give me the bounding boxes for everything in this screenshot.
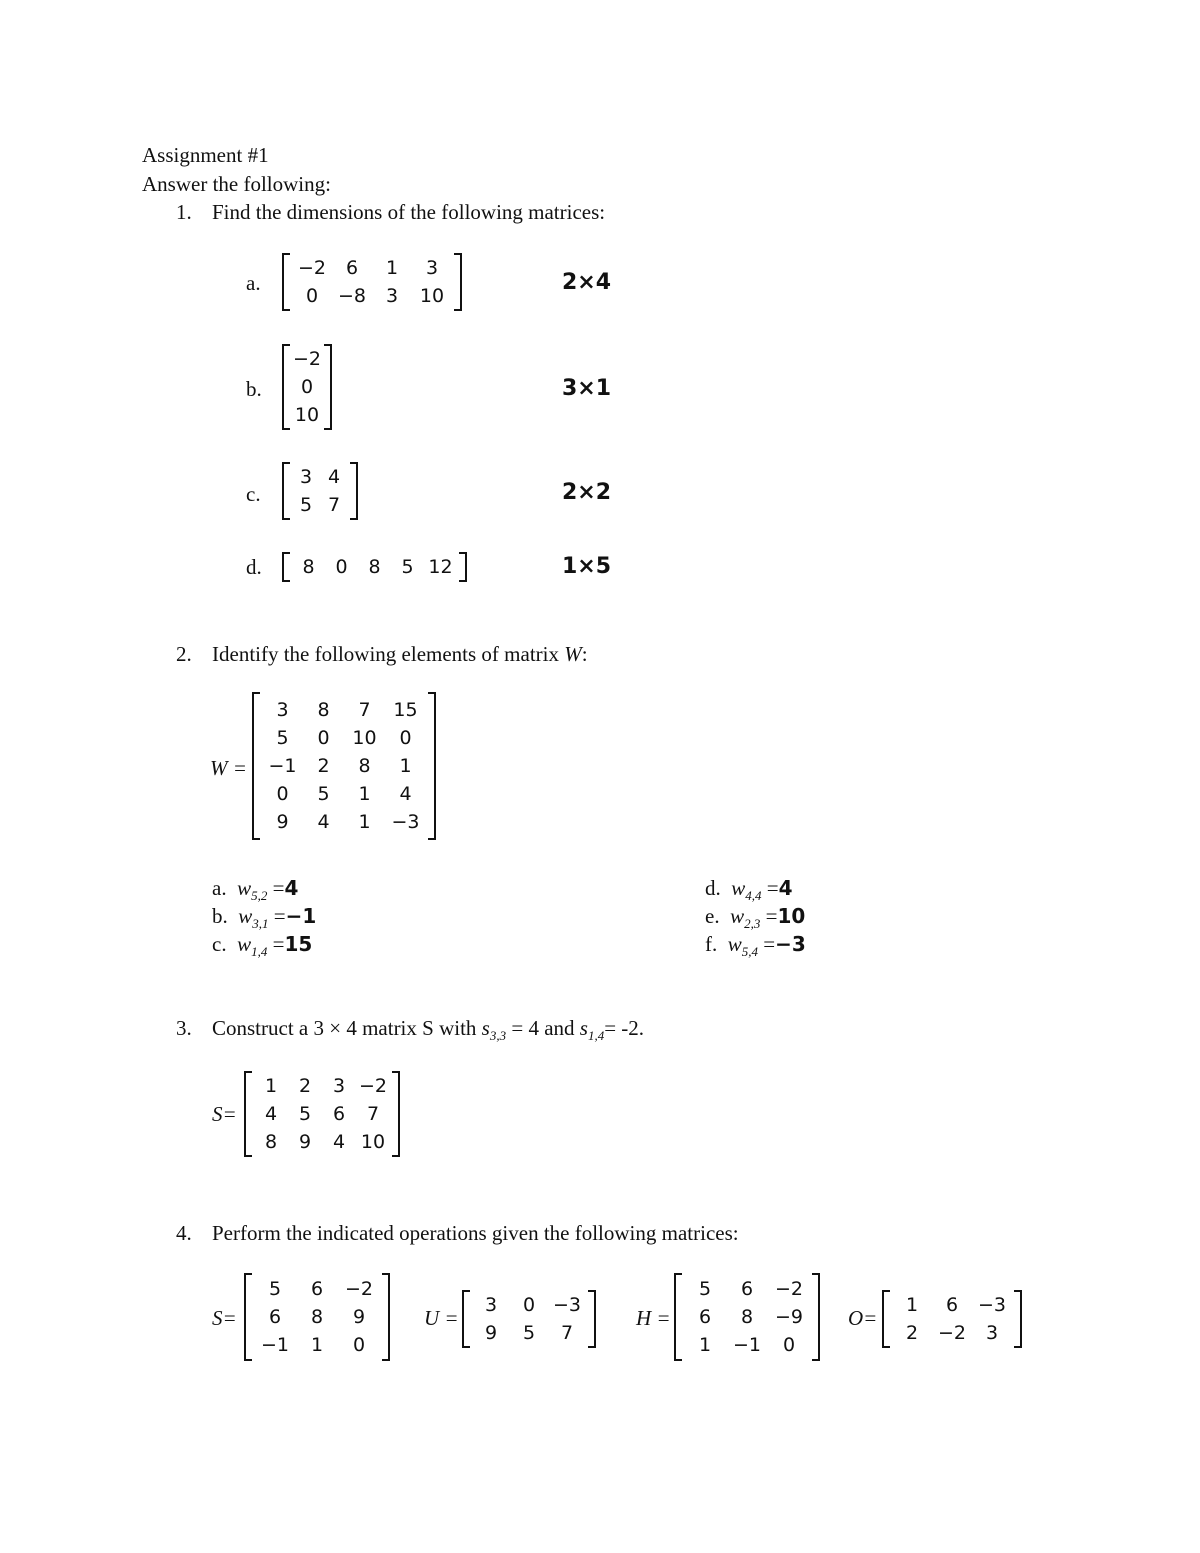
matrix-body (890, 1290, 1014, 1348)
matrix-cell: 6 (268, 1306, 282, 1328)
q3-number: 3. (176, 1016, 192, 1040)
matrix-cell: 10 (352, 727, 377, 749)
matrix-cell: 10 (360, 1131, 386, 1153)
matrix-cell: 4 (332, 1131, 346, 1153)
right-bracket (382, 1273, 390, 1361)
matrix-cell: 15 (393, 699, 418, 721)
matrix-cell: 5 (268, 1278, 282, 1300)
matrix-row (292, 282, 452, 310)
matrix-cell: 0 (305, 285, 319, 307)
matrix-cell: 2 (298, 1075, 312, 1097)
matrix-cell: 5 (317, 783, 330, 805)
matrix-row (262, 696, 426, 724)
matrix-cell: −3 (977, 1294, 1006, 1316)
matrix-row (684, 1331, 810, 1359)
q4-matrix-s (244, 1273, 390, 1361)
matrix-cell: 8 (317, 699, 330, 721)
matrix-row (262, 724, 426, 752)
matrix-cell: −3 (391, 811, 420, 833)
matrix-cell: 5 (298, 1103, 312, 1125)
q4-matrix-u (462, 1290, 596, 1348)
matrix-cell: 5 (522, 1322, 536, 1344)
left-bracket (674, 1273, 682, 1361)
q4-matrix-h-label: H = (636, 1306, 671, 1330)
matrix-cell: 6 (332, 1103, 346, 1125)
matrix-cell: 1 (310, 1334, 324, 1356)
matrix-cell: 7 (366, 1103, 380, 1125)
matrix-cell: 9 (276, 811, 289, 833)
left-bracket (282, 344, 290, 430)
matrix-cell: 10 (294, 404, 320, 426)
q2-matrix-name: W (564, 642, 582, 666)
q1b-answer: 3×1 (562, 376, 612, 401)
left-bracket (244, 1273, 252, 1361)
left-bracket (244, 1071, 252, 1157)
q1c-matrix (282, 462, 358, 520)
matrix-cell: 0 (352, 1334, 366, 1356)
q1d-label: d. (246, 555, 262, 579)
matrix-cell: 9 (298, 1131, 312, 1153)
matrix-cell: 8 (302, 556, 315, 578)
q2-answer-b: b. $w_{3,1} =-1$ (212, 904, 317, 932)
matrix-cell: 0 (522, 1294, 536, 1316)
matrix-cell: 7 (560, 1322, 574, 1344)
right-bracket (428, 692, 436, 840)
matrix-cell: 6 (345, 257, 359, 279)
right-bracket (324, 344, 332, 430)
right-bracket (350, 462, 358, 520)
matrix-cell: 0 (335, 556, 348, 578)
instruction-text: Answer the following: (142, 172, 331, 196)
q4-number: 4. (176, 1221, 192, 1245)
matrix-row (292, 254, 452, 282)
q4-matrix-u-label: U = (424, 1306, 459, 1330)
left-bracket (882, 1290, 890, 1348)
q2-text-end: : (581, 642, 588, 666)
matrix-body (290, 344, 324, 430)
q2-answer-a: a. $w_{5,2} =4$ (212, 876, 299, 904)
matrix-cell: 4 (317, 811, 330, 833)
matrix-cell: 7 (358, 699, 371, 721)
matrix-cell: 3 (385, 285, 399, 307)
matrix-cell: −8 (337, 285, 366, 307)
matrix-cell: 1 (358, 783, 371, 805)
matrix-row (254, 1331, 380, 1359)
matrix-cell: 12 (428, 556, 453, 578)
matrix-cell: −1 (268, 755, 297, 777)
left-bracket (462, 1290, 470, 1348)
matrix-row (254, 1100, 390, 1128)
q2-answer-e: e. $w_{2,3} =10$ (705, 904, 806, 932)
q4-text: Perform the indicated operations given the following matrices: (212, 1221, 739, 1245)
matrix-cell: 7 (327, 494, 341, 516)
matrix-row (292, 553, 457, 581)
matrix-row (292, 345, 322, 373)
matrix-cell: 6 (310, 1278, 324, 1300)
matrix-body (290, 462, 350, 520)
matrix-cell: 8 (368, 556, 381, 578)
matrix-cell: 8 (740, 1306, 754, 1328)
matrix-row (254, 1072, 390, 1100)
matrix-cell: 9 (484, 1322, 498, 1344)
q1a-answer: 2×4 (562, 270, 612, 295)
matrix-row (472, 1291, 586, 1319)
right-bracket (588, 1290, 596, 1348)
matrix-cell: −2 (358, 1075, 387, 1097)
q4-matrix-s-label: S= (212, 1306, 237, 1330)
right-bracket (1014, 1290, 1022, 1348)
matrix-cell: −2 (774, 1278, 803, 1300)
q3-matrix-s (244, 1071, 400, 1157)
matrix-cell: 3 (332, 1075, 346, 1097)
matrix-cell: 0 (317, 727, 330, 749)
q1-text: Find the dimensions of the following matrices: (212, 200, 606, 224)
matrix-cell: 4 (327, 466, 341, 488)
matrix-body (682, 1273, 812, 1361)
assignment-title: Assignment #1 (142, 143, 269, 167)
matrix-row (262, 808, 426, 836)
matrix-cell: 0 (399, 727, 412, 749)
matrix-row (292, 373, 322, 401)
matrix-cell: −2 (937, 1322, 966, 1344)
matrix-cell: 1 (385, 257, 399, 279)
matrix-body (290, 253, 454, 311)
q1b-matrix (282, 344, 332, 430)
matrix-cell: 5 (401, 556, 414, 578)
q3-matrix-label: S= (212, 1102, 237, 1126)
q1d-answer: 1×5 (562, 554, 612, 579)
matrix-cell: 0 (276, 783, 289, 805)
matrix-cell: 5 (276, 727, 289, 749)
right-bracket (454, 253, 462, 311)
q1a-matrix (282, 253, 462, 311)
matrix-cell: 3 (299, 466, 313, 488)
q2-text-line (212, 641, 588, 667)
matrix-cell: 0 (300, 376, 314, 398)
matrix-cell: −3 (552, 1294, 581, 1316)
matrix-body (470, 1290, 588, 1348)
matrix-cell: 3 (985, 1322, 999, 1344)
matrix-row (254, 1303, 380, 1331)
matrix-cell: 1 (905, 1294, 919, 1316)
right-bracket (459, 552, 467, 582)
matrix-cell: 1 (399, 755, 412, 777)
matrix-cell: 1 (264, 1075, 278, 1097)
q1c-label: c. (246, 482, 261, 506)
matrix-row (254, 1275, 380, 1303)
q2-text: Identify the following elements of matrix (212, 642, 559, 666)
matrix-body (290, 552, 459, 582)
matrix-cell: 2 (317, 755, 330, 777)
matrix-cell: 6 (945, 1294, 959, 1316)
q2-matrix-label: W = (210, 756, 247, 780)
matrix-cell: 8 (264, 1131, 278, 1153)
matrix-body (252, 1273, 382, 1361)
matrix-cell: 4 (399, 783, 412, 805)
matrix-cell: 8 (310, 1306, 324, 1328)
matrix-cell: 5 (299, 494, 313, 516)
right-bracket (392, 1071, 400, 1157)
matrix-cell: 6 (740, 1278, 754, 1300)
q4-matrix-h (674, 1273, 820, 1361)
left-bracket (282, 462, 290, 520)
matrix-cell: 2 (905, 1322, 919, 1344)
matrix-cell: −2 (292, 348, 321, 370)
matrix-cell: 1 (358, 811, 371, 833)
matrix-body (260, 692, 428, 840)
matrix-cell: −2 (297, 257, 326, 279)
matrix-cell: −1 (732, 1334, 761, 1356)
matrix-row (472, 1319, 586, 1347)
q1d-matrix (282, 552, 467, 582)
q1-number: 1. (176, 200, 192, 224)
matrix-cell: 5 (698, 1278, 712, 1300)
matrix-cell: 3 (276, 699, 289, 721)
matrix-cell: 3 (425, 257, 439, 279)
q1a-label: a. (246, 271, 261, 295)
matrix-row (292, 491, 348, 519)
matrix-body (252, 1071, 392, 1157)
q2-matrix-w (252, 692, 436, 840)
matrix-row (262, 752, 426, 780)
q3-text-line: Construct a 3 × 4 matrix S with $s_{3,3} = 4$ and $s_{1,4}= -2$. (212, 1016, 645, 1044)
matrix-row (684, 1303, 810, 1331)
left-bracket (252, 692, 260, 840)
matrix-cell: 9 (352, 1306, 366, 1328)
q4-matrix-o (882, 1290, 1022, 1348)
matrix-cell: 10 (419, 285, 445, 307)
matrix-row (292, 401, 322, 429)
matrix-cell: 8 (358, 755, 371, 777)
matrix-cell: 6 (698, 1306, 712, 1328)
matrix-cell: −1 (260, 1334, 289, 1356)
q1c-answer: 2×2 (562, 480, 612, 505)
matrix-cell: −9 (774, 1306, 803, 1328)
left-bracket (282, 552, 290, 582)
matrix-cell: 0 (782, 1334, 796, 1356)
matrix-row (892, 1319, 1012, 1347)
matrix-cell: 1 (698, 1334, 712, 1356)
right-bracket (812, 1273, 820, 1361)
matrix-row (262, 780, 426, 808)
q2-answer-d: d. $w_{4,4} =4$ (705, 876, 793, 904)
q1b-label: b. (246, 377, 262, 401)
matrix-cell: −2 (344, 1278, 373, 1300)
matrix-row (292, 463, 348, 491)
q2-number: 2. (176, 642, 192, 666)
matrix-row (684, 1275, 810, 1303)
left-bracket (282, 253, 290, 311)
q4-matrix-o-label: O= (848, 1306, 878, 1330)
q2-answer-f: f. $w_{5,4} =-3$ (705, 932, 806, 960)
matrix-row (892, 1291, 1012, 1319)
matrix-cell: 4 (264, 1103, 278, 1125)
matrix-cell: 3 (484, 1294, 498, 1316)
q2-answer-c: c. $w_{1,4} =15$ (212, 932, 313, 960)
matrix-row (254, 1128, 390, 1156)
